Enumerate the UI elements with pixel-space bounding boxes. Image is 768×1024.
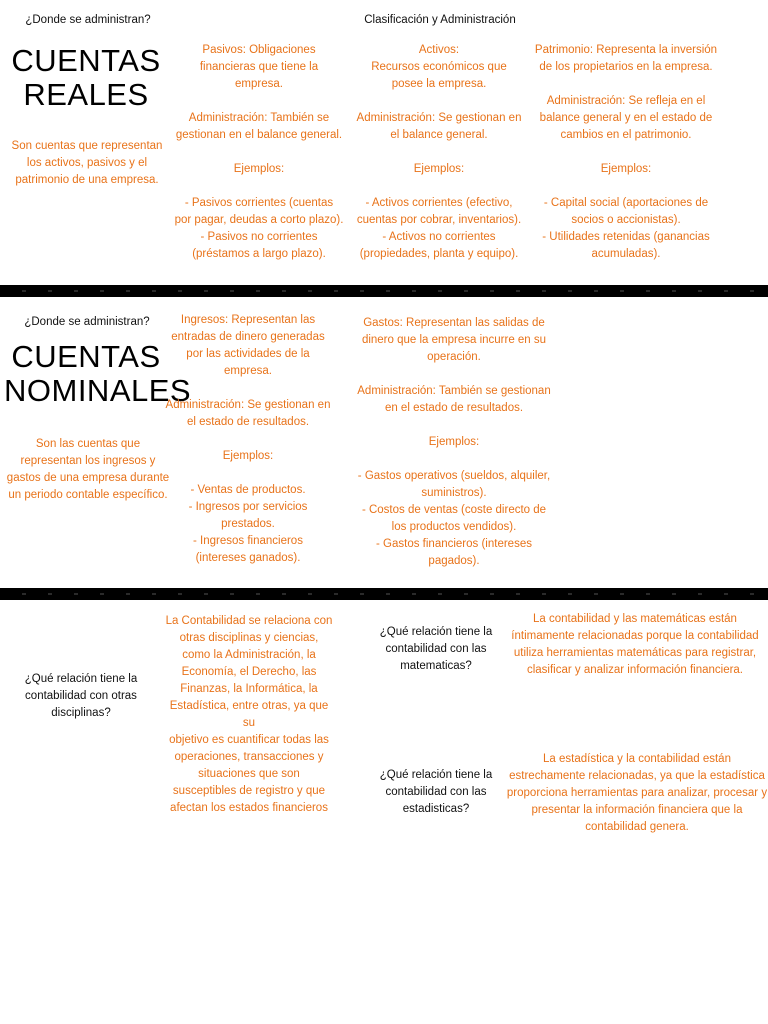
estadisticas-answer: La estadística y la contabilidad están estrechamente relacionadas, ya que la estadística proporciona herramientas para analizar, procesar y presentar la información financiera que la contabilidad genera. [506, 753, 768, 833]
cuentas-nominales-title: CUENTAS NOMINALES [4, 339, 192, 408]
cuentas-reales-definition: Son cuentas que representan los activos, pasivos y el patrimonio de una empresa. [11, 140, 163, 186]
section-divider-2 [0, 588, 768, 600]
section2-question: ¿Donde se administran? [24, 316, 150, 328]
section1-question: ¿Donde se administran? [25, 14, 151, 26]
cuentas-nominales-definition: Son las cuentas que representan los ingresos y gastos de una empresa durante un periodo contable específico. [6, 438, 170, 501]
disciplinas-question: ¿Qué relación tiene la contabilidad con otras disciplinas? [24, 673, 138, 719]
section1-header: Clasificación y Administración [364, 14, 516, 26]
matematicas-question: ¿Qué relación tiene la contabilidad con las matematicas? [379, 626, 493, 672]
activos-text: Activos: Recursos económicos que posee la empresa. Administración: Se gestionan en el balance general. Ejemplos: - Activos corrientes (efectivo, cuentas por cobrar, inventarios). - Activos no corrientes (propiedades, planta y equipo). [356, 44, 522, 260]
estadisticas-question: ¿Qué relación tiene la contabilidad con las estadisticas? [379, 769, 493, 815]
ingresos-text: Ingresos: Representan las entradas de dinero generadas por las actividades de la empresa. Administración: Se gestionan en el estado de resultados. Ejemplos: - Ventas de productos. - Ingresos por servicios prestados. - Ingresos financieros (intereses ganados). [165, 314, 331, 564]
cuentas-reales-title: CUENTAS REALES [11, 43, 161, 112]
disciplinas-answer: La Contabilidad se relaciona con otras disciplinas y ciencias, como la Administración, la Economía, el Derecho, las Finanzas, la Informática, la Estadística, entre otras, ya que su objetivo es cuantificar todas las operaciones, transacciones y situaciones que son susceptibles de registro y que afectan los estados financieros [165, 615, 333, 814]
patrimonio-text: Patrimonio: Representa la inversión de los propietarios en la empresa. Administración: Se refleja en el balance general y en el estado de cambios en el patrimonio. Ejemplos: - Capital social (aportaciones de socios o accionistas). - Utilidades retenidas (ganancias acumuladas). [534, 44, 718, 260]
pasivos-text: Pasivos: Obligaciones financieras que tiene la empresa. Administración: También se gestionan en el balance general. Ejemplos: - Pasivos corrientes (cuentas por pagar, deudas a corto plazo). - Pasivos no corrientes (préstamos a largo plazo). [174, 44, 344, 260]
gastos-text: Gastos: Representan las salidas de dinero que la empresa incurre en su operación. Administración: También se gestionan en el estado de resultados. Ejemplos: - Gastos operativos (sueldos, alquiler, suministros). - Costos de ventas (coste directo de los productos vendidos). - Gastos financieros (intereses pagados). [357, 317, 551, 567]
matematicas-answer: La contabilidad y las matemáticas están íntimamente relacionadas porque la contabilidad utiliza herramientas matemáticas para registrar, clasificar y analizar información financiera. [511, 613, 759, 676]
section-divider-1 [0, 285, 768, 297]
